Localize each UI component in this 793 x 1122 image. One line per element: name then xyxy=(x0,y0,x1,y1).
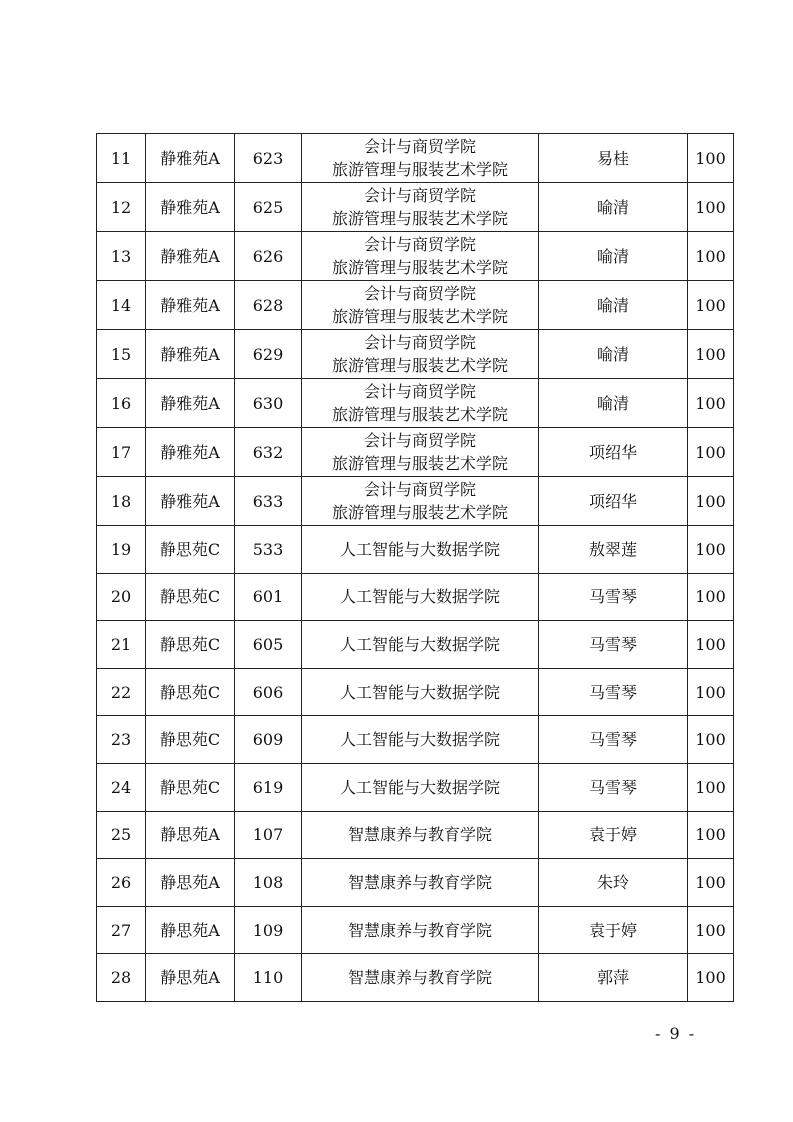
row-number-cell: 11 xyxy=(97,134,146,183)
room-number-cell: 110 xyxy=(235,954,302,1002)
responsible-person-cell: 项绍华 xyxy=(539,428,688,477)
row-number-cell: 15 xyxy=(97,330,146,379)
score-cell: 100 xyxy=(688,668,734,716)
college-name-line: 会计与商贸学院 xyxy=(363,186,476,205)
responsible-person-cell: 马雪琴 xyxy=(539,573,688,621)
college-name-line: 会计与商贸学院 xyxy=(363,431,476,450)
college-cell xyxy=(302,526,539,574)
row-number-cell: 24 xyxy=(97,763,146,811)
college-cell xyxy=(302,716,539,764)
row-number-cell: 22 xyxy=(97,668,146,716)
table-row xyxy=(97,906,734,954)
college-cell xyxy=(302,281,539,330)
college-cell xyxy=(302,668,539,716)
room-number-cell: 609 xyxy=(235,716,302,764)
row-number-cell: 12 xyxy=(97,183,146,232)
college-cell xyxy=(302,428,539,477)
table-row xyxy=(97,183,734,232)
responsible-person-cell: 马雪琴 xyxy=(539,763,688,811)
score-cell: 100 xyxy=(688,859,734,907)
building-cell: 静思苑C xyxy=(146,716,235,764)
room-number-cell: 633 xyxy=(235,477,302,526)
table-row xyxy=(97,859,734,907)
college-name-line: 智慧康养与教育学院 xyxy=(347,825,492,845)
college-cell xyxy=(302,134,539,183)
responsible-person-cell: 喻清 xyxy=(539,379,688,428)
score-cell: 100 xyxy=(688,477,734,526)
responsible-person-cell: 朱玲 xyxy=(539,859,688,907)
building-cell: 静雅苑A xyxy=(146,477,235,526)
score-cell: 100 xyxy=(688,763,734,811)
score-cell: 100 xyxy=(688,134,734,183)
table-row xyxy=(97,668,734,716)
table-row xyxy=(97,477,734,526)
building-cell: 静雅苑A xyxy=(146,183,235,232)
college-name-line: 智慧康养与教育学院 xyxy=(347,920,492,940)
score-cell: 100 xyxy=(688,811,734,859)
table-row xyxy=(97,526,734,574)
score-cell: 100 xyxy=(688,183,734,232)
table-row xyxy=(97,763,734,811)
score-cell: 100 xyxy=(688,526,734,574)
room-number-cell: 606 xyxy=(235,668,302,716)
table-row xyxy=(97,330,734,379)
table-row xyxy=(97,134,734,183)
table-row xyxy=(97,573,734,621)
score-cell: 100 xyxy=(688,281,734,330)
score-cell: 100 xyxy=(688,573,734,621)
college-name-line: 旅游管理与服装艺术学院 xyxy=(331,356,508,375)
row-number-cell: 25 xyxy=(97,811,146,859)
table-row xyxy=(97,954,734,1002)
college-cell xyxy=(302,906,539,954)
table-row xyxy=(97,379,734,428)
room-number-cell: 107 xyxy=(235,811,302,859)
college-name-line: 旅游管理与服装艺术学院 xyxy=(331,258,508,277)
building-cell: 静思苑A xyxy=(146,906,235,954)
responsible-person-cell: 敖翠莲 xyxy=(539,526,688,574)
row-number-cell: 21 xyxy=(97,621,146,669)
college-cell xyxy=(302,763,539,811)
row-number-cell: 27 xyxy=(97,906,146,954)
dormitory-inspection-table xyxy=(96,133,734,1002)
college-name-line: 会计与商贸学院 xyxy=(363,137,476,156)
score-cell: 100 xyxy=(688,621,734,669)
college-name-line: 人工智能与大数据学院 xyxy=(339,539,500,559)
building-cell: 静思苑A xyxy=(146,954,235,1002)
building-cell: 静雅苑A xyxy=(146,281,235,330)
college-name-line: 旅游管理与服装艺术学院 xyxy=(331,405,508,424)
college-cell xyxy=(302,330,539,379)
responsible-person-cell: 项绍华 xyxy=(539,477,688,526)
score-cell: 100 xyxy=(688,906,734,954)
college-cell xyxy=(302,379,539,428)
room-number-cell: 533 xyxy=(235,526,302,574)
row-number-cell: 13 xyxy=(97,232,146,281)
room-number-cell: 623 xyxy=(235,134,302,183)
row-number-cell: 14 xyxy=(97,281,146,330)
building-cell: 静雅苑A xyxy=(146,134,235,183)
responsible-person-cell: 袁于婷 xyxy=(539,811,688,859)
row-number-cell: 18 xyxy=(97,477,146,526)
row-number-cell: 23 xyxy=(97,716,146,764)
room-number-cell: 108 xyxy=(235,859,302,907)
college-cell xyxy=(302,477,539,526)
room-number-cell: 605 xyxy=(235,621,302,669)
college-name-line: 旅游管理与服装艺术学院 xyxy=(331,307,508,326)
room-number-cell: 601 xyxy=(235,573,302,621)
college-cell xyxy=(302,573,539,621)
room-number-cell: 632 xyxy=(235,428,302,477)
responsible-person-cell: 袁于婷 xyxy=(539,906,688,954)
college-name-line: 会计与商贸学院 xyxy=(363,235,476,254)
college-name-line: 会计与商贸学院 xyxy=(363,284,476,303)
responsible-person-cell: 马雪琴 xyxy=(539,716,688,764)
score-cell: 100 xyxy=(688,954,734,1002)
college-name-line: 人工智能与大数据学院 xyxy=(339,587,500,607)
score-cell: 100 xyxy=(688,330,734,379)
building-cell: 静雅苑A xyxy=(146,379,235,428)
responsible-person-cell: 易桂 xyxy=(539,134,688,183)
building-cell: 静思苑C xyxy=(146,526,235,574)
table-row xyxy=(97,716,734,764)
table-row xyxy=(97,811,734,859)
responsible-person-cell: 喻清 xyxy=(539,281,688,330)
college-name-line: 人工智能与大数据学院 xyxy=(339,682,500,702)
responsible-person-cell: 马雪琴 xyxy=(539,668,688,716)
responsible-person-cell: 喻清 xyxy=(539,330,688,379)
college-cell xyxy=(302,859,539,907)
college-cell xyxy=(302,811,539,859)
building-cell: 静雅苑A xyxy=(146,232,235,281)
table-body xyxy=(97,134,734,1002)
college-name-line: 旅游管理与服装艺术学院 xyxy=(331,503,508,522)
room-number-cell: 626 xyxy=(235,232,302,281)
row-number-cell: 20 xyxy=(97,573,146,621)
row-number-cell: 26 xyxy=(97,859,146,907)
building-cell: 静思苑C xyxy=(146,763,235,811)
college-name-line: 旅游管理与服装艺术学院 xyxy=(331,160,508,179)
row-number-cell: 28 xyxy=(97,954,146,1002)
score-cell: 100 xyxy=(688,232,734,281)
building-cell: 静思苑A xyxy=(146,859,235,907)
table-row xyxy=(97,232,734,281)
college-cell xyxy=(302,232,539,281)
row-number-cell: 17 xyxy=(97,428,146,477)
college-cell xyxy=(302,621,539,669)
college-name-line: 人工智能与大数据学院 xyxy=(339,634,500,654)
table-row xyxy=(97,428,734,477)
table-row xyxy=(97,281,734,330)
college-name-line: 会计与商贸学院 xyxy=(363,333,476,352)
college-cell xyxy=(302,183,539,232)
college-name-line: 旅游管理与服装艺术学院 xyxy=(331,209,508,228)
page-number: - 9 - xyxy=(655,1024,697,1043)
college-name-line: 旅游管理与服装艺术学院 xyxy=(331,454,508,473)
responsible-person-cell: 喻清 xyxy=(539,183,688,232)
college-name-line: 会计与商贸学院 xyxy=(363,480,476,499)
college-name-line: 会计与商贸学院 xyxy=(363,382,476,401)
row-number-cell: 16 xyxy=(97,379,146,428)
building-cell: 静思苑C xyxy=(146,573,235,621)
college-cell xyxy=(302,954,539,1002)
building-cell: 静思苑C xyxy=(146,621,235,669)
building-cell: 静思苑C xyxy=(146,668,235,716)
room-number-cell: 619 xyxy=(235,763,302,811)
responsible-person-cell: 郭萍 xyxy=(539,954,688,1002)
responsible-person-cell: 马雪琴 xyxy=(539,621,688,669)
building-cell: 静雅苑A xyxy=(146,428,235,477)
room-number-cell: 628 xyxy=(235,281,302,330)
college-name-line: 智慧康养与教育学院 xyxy=(347,968,492,988)
building-cell: 静雅苑A xyxy=(146,330,235,379)
score-cell: 100 xyxy=(688,428,734,477)
college-name-line: 人工智能与大数据学院 xyxy=(339,730,500,750)
room-number-cell: 625 xyxy=(235,183,302,232)
responsible-person-cell: 喻清 xyxy=(539,232,688,281)
score-cell: 100 xyxy=(688,716,734,764)
college-name-line: 智慧康养与教育学院 xyxy=(347,872,492,892)
building-cell: 静思苑A xyxy=(146,811,235,859)
row-number-cell: 19 xyxy=(97,526,146,574)
room-number-cell: 109 xyxy=(235,906,302,954)
table-row xyxy=(97,621,734,669)
room-number-cell: 630 xyxy=(235,379,302,428)
college-name-line: 人工智能与大数据学院 xyxy=(339,777,500,797)
room-number-cell: 629 xyxy=(235,330,302,379)
score-cell: 100 xyxy=(688,379,734,428)
